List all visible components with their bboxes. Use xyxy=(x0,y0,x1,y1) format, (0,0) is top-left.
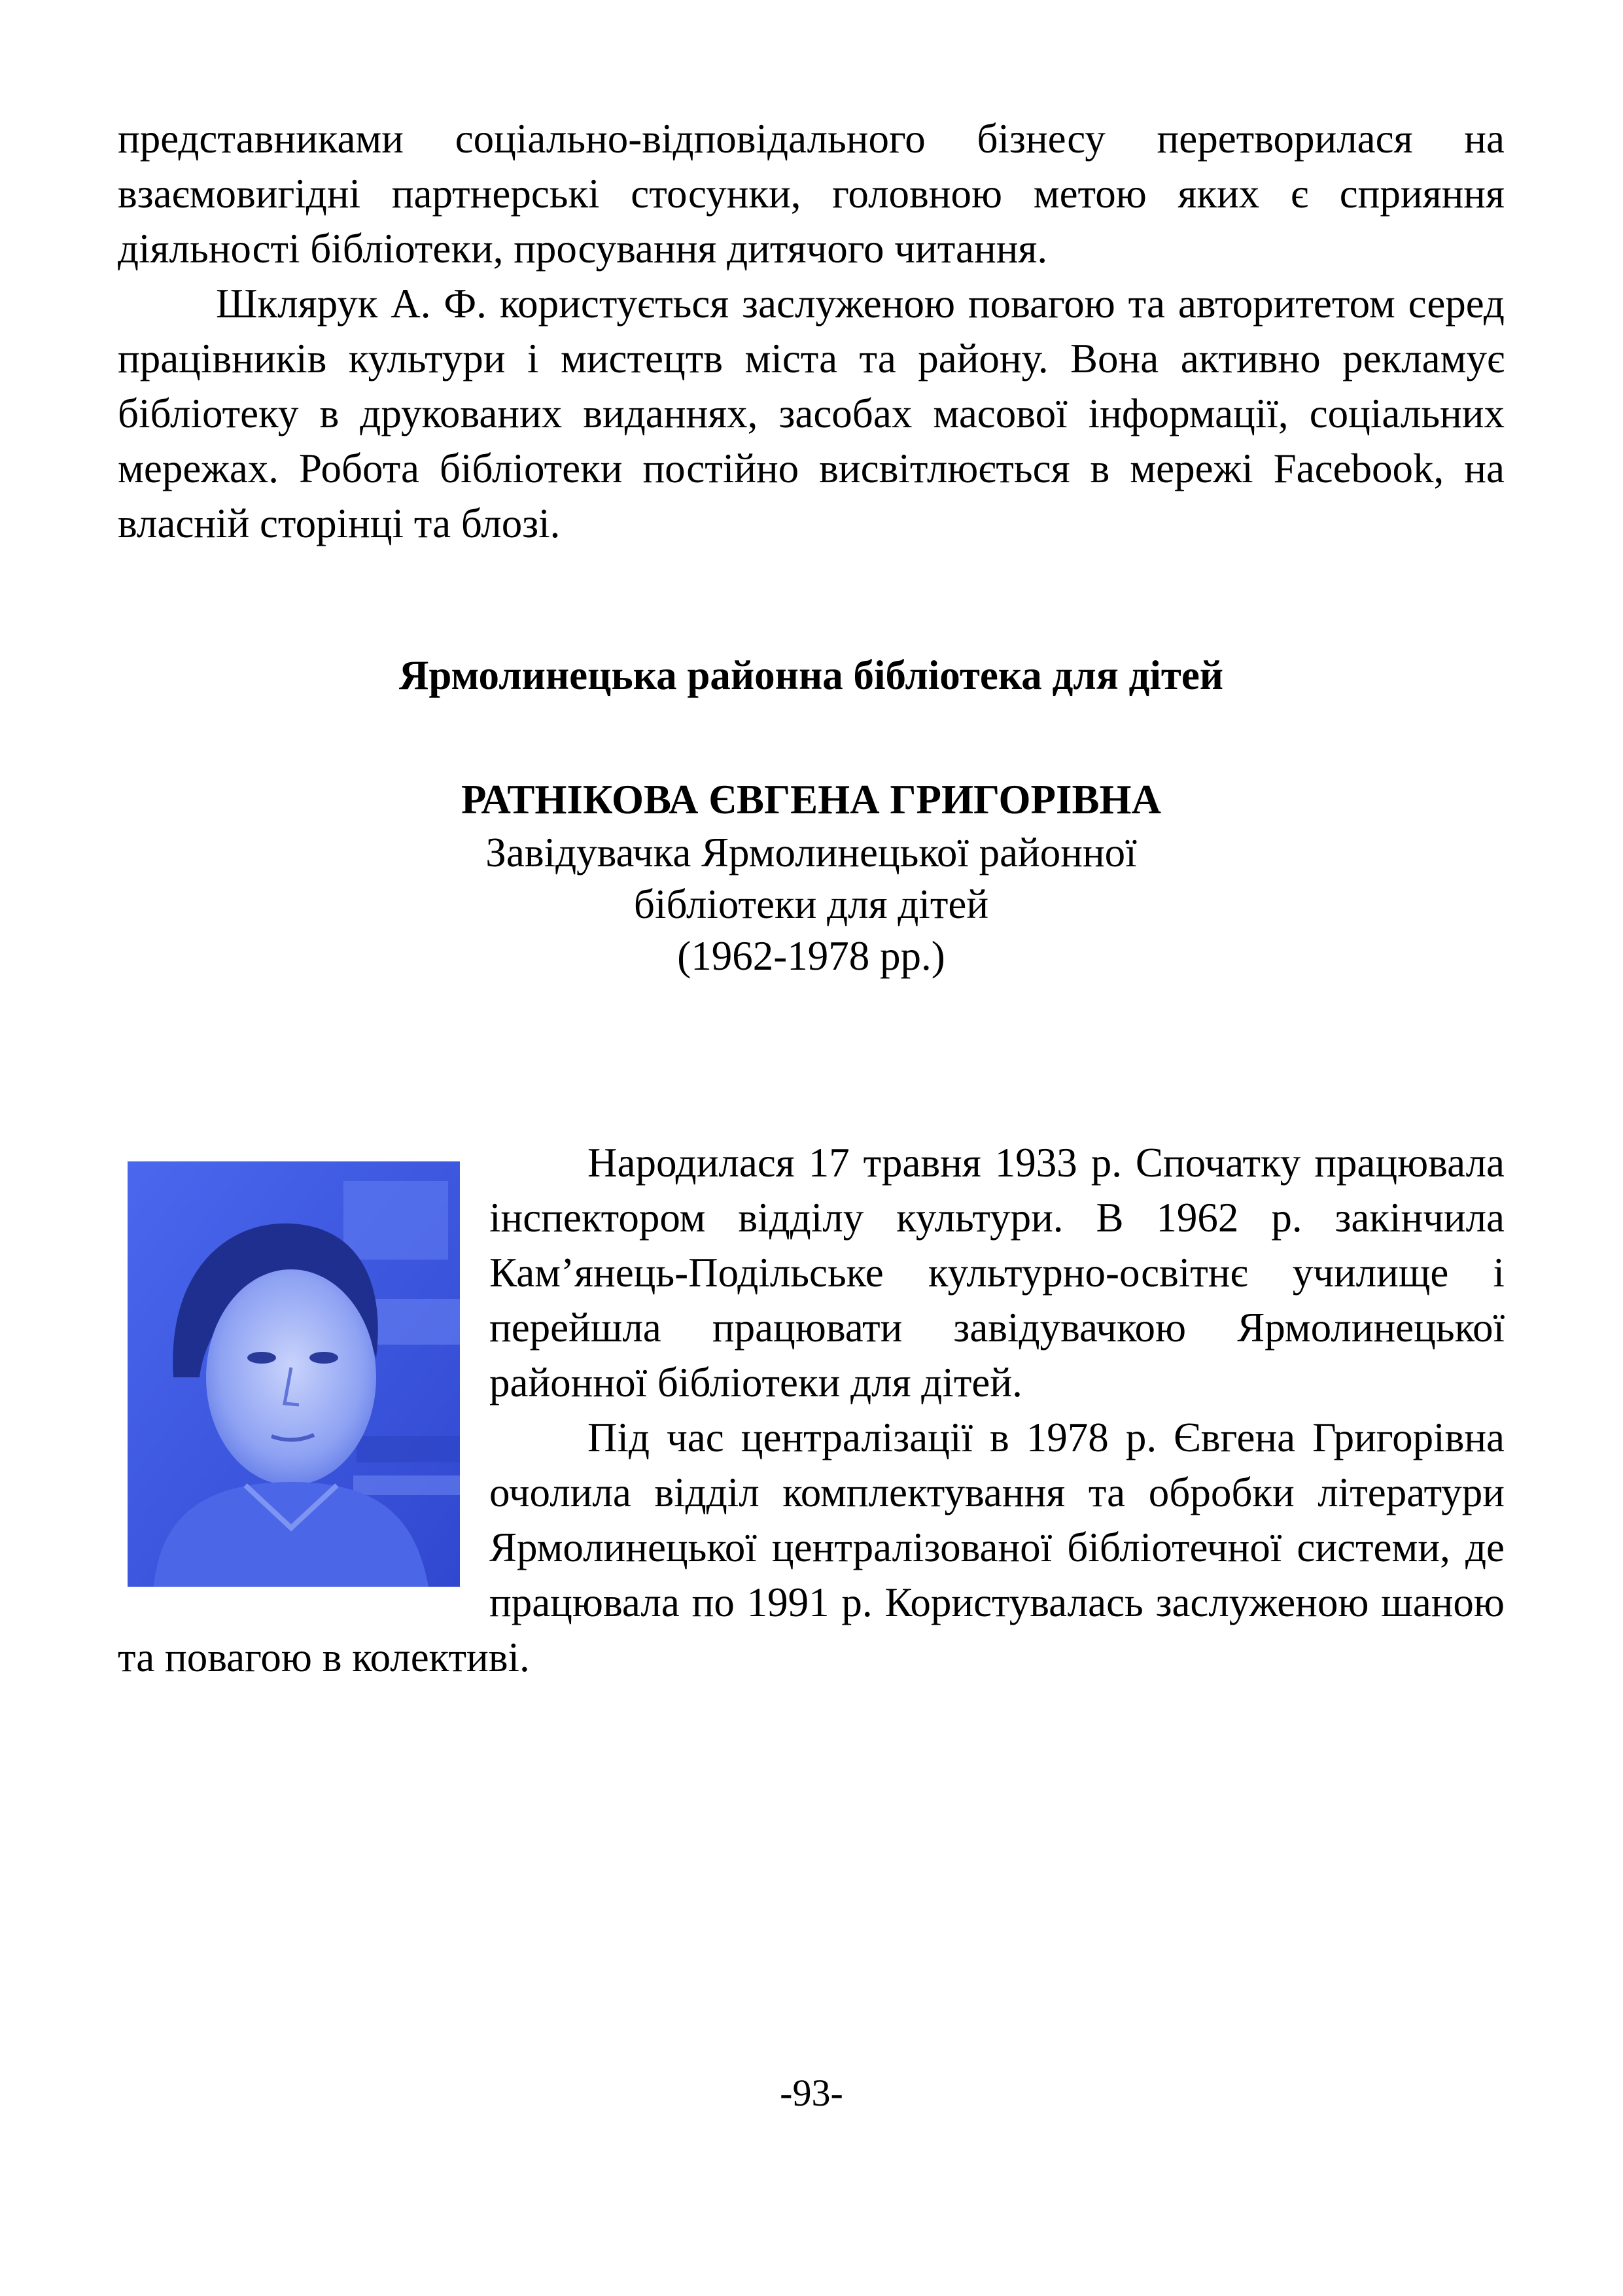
page-number: -93- xyxy=(780,2072,843,2114)
intro-paragraph-2: Шклярук А. Ф. користується заслуженою повагою та авторитетом серед працівників культури і мистецтв міста та району. Вона активно рекламує бібліотеку в друкованих виданнях, засобах масової інформації, соціальних мережах. Робота бібліотеки постійно висвітлюється в мережі Facebook, на власній сторінці та блозі. xyxy=(118,281,1505,546)
person-years: (1962-1978 рр.) xyxy=(677,933,945,979)
person-name: РАТНІКОВА ЄВГЕНА ГРИГОРІВНА xyxy=(461,777,1162,822)
bio-paragraph-2: Під час централізації в 1978 р. Євгена Григорівна очолила відділ комплектування та обробки літератури Ярмолинецької централізованої бібліотечної системи, де працювала по 1991 р. Користувалась заслуженою шаною та повагою в колективі. xyxy=(118,1415,1505,1680)
person-header xyxy=(118,772,1505,982)
intro-paragraph-1: представниками соціально-відповідального бізнесу перетворилася на взаємовигідні партнерські стосунки, головною метою яких є сприяння діяльності бібліотеки, просування дитячого читання. xyxy=(118,116,1505,272)
page-content xyxy=(118,111,1505,1680)
portrait-photo xyxy=(128,1161,460,1587)
person-role-line-1: Завідувачка Ярмолинецької районної xyxy=(485,830,1137,875)
portrait-illustration xyxy=(128,1161,460,1587)
section-title: Ярмолинецька районна бібліотека для дітей xyxy=(398,652,1224,698)
person-role-line-2: бібліотеки для дітей xyxy=(633,881,989,927)
bio-paragraph-1: Народилася 17 травня 1933 р. Спочатку працювала інспектором відділу культури. В 1962 р. закінчила Кам’янець-Подільське культурно-освітнє училище і перейшла працювати завідувачкою Ярмолинецької районної бібліотеки для дітей. xyxy=(489,1140,1505,1405)
biography xyxy=(118,1135,1505,1685)
